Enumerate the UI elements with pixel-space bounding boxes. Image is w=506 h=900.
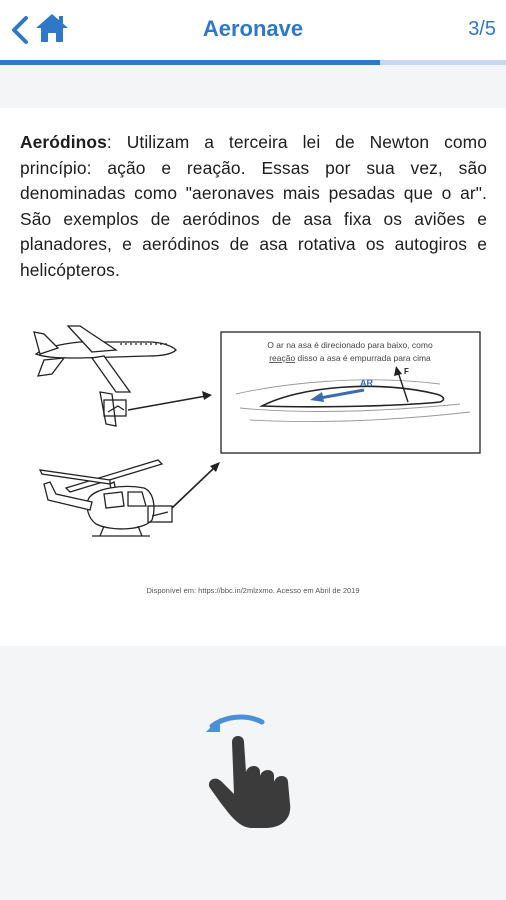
aerodyne-illustration bbox=[0, 288, 506, 608]
wing-caption-line2 bbox=[269, 353, 431, 363]
airplane-pointer-head bbox=[202, 391, 212, 400]
progress-fill bbox=[0, 60, 380, 65]
term-description: : Utilizam a terceira lei de Newton como princípio: ação e reação. Essas por sua vez, são denominadas como "aeronaves mais pesadas que o ar". São exemplos de aeródinos de asa fixa os aviões e planadores, e aeródinos de asa rotativa os autogiros e helicópteros. bbox=[20, 132, 487, 280]
helicopter-pointer-line bbox=[172, 468, 214, 508]
swipe-left-hand-icon bbox=[190, 712, 320, 842]
top-bar bbox=[0, 0, 506, 60]
term-label: Aeródinos bbox=[20, 132, 107, 152]
airplane-drawing bbox=[34, 326, 176, 426]
page-indicator: 3/5 bbox=[468, 18, 496, 40]
page-title: Aeronave bbox=[202, 16, 304, 41]
force-label: F bbox=[404, 367, 409, 376]
wing-caption-reaction: reação bbox=[269, 353, 296, 363]
content-card bbox=[0, 108, 506, 646]
content-paragraph bbox=[20, 130, 487, 284]
wing-caption-rest: disso a asa é empurrada para cima bbox=[295, 353, 431, 363]
image-credit: Disponível em: https://bbc.in/2mlzxmo. Acesso em Abril de 2019 bbox=[146, 586, 360, 595]
air-label: AR bbox=[360, 378, 373, 388]
helicopter-drawing bbox=[40, 460, 172, 536]
progress-bar bbox=[0, 60, 506, 65]
wing-caption-line1: O ar na asa é direcionado para baixo, como bbox=[267, 340, 433, 350]
airplane-pointer-line bbox=[128, 396, 206, 410]
